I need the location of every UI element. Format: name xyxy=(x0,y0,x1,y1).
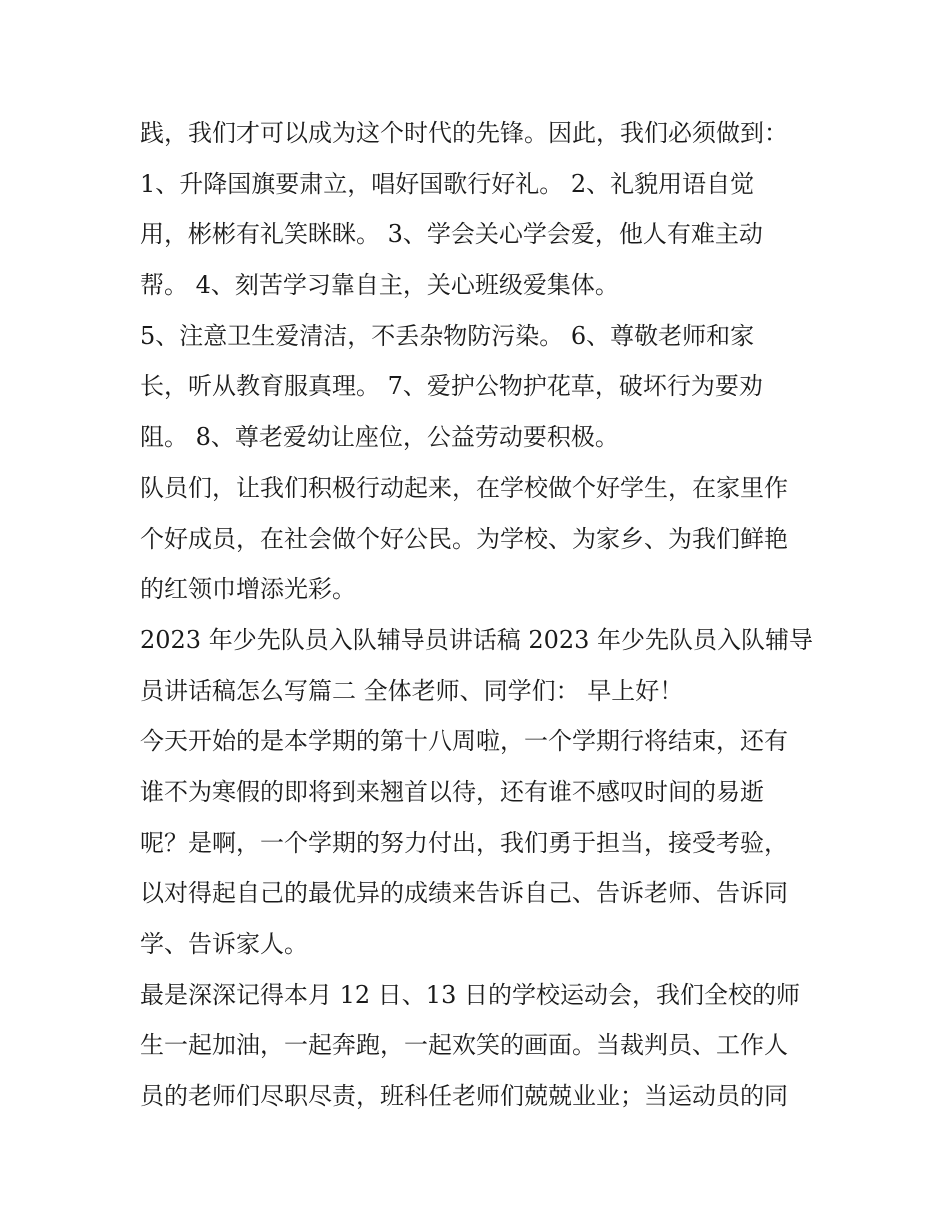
text-line: 帮。 4、刻苦学习靠自主，关心班级爱集体。 xyxy=(140,271,619,300)
text-line: 生一起加油，一起奔跑，一起欢笑的画面。当裁判员、工作人 xyxy=(140,1031,788,1060)
text-line: 践，我们才可以成为这个时代的先锋。因此，我们必须做到： xyxy=(140,119,788,147)
text-line: 用，彬彬有礼笑眯眯。 3、学会关心学会爱，他人有难主动 xyxy=(140,220,763,249)
text-line: 呢？是啊，一个学期的努力付出，我们勇于担当，接受考验， xyxy=(140,828,788,857)
text-line: 长，听从教育服真理。 7、爱护公物护花草，破坏行为要劝 xyxy=(140,372,763,401)
text-line: 2023 年少先队员入队辅导员讲话稿 2023 年少先队员入队辅导 xyxy=(140,625,814,654)
text-line: 1、升降国旗要肃立，唱好国歌行好礼。 2、礼貌用语自觉 xyxy=(140,169,755,198)
text-line: 阻。 8、尊老爱幼让座位，公益劳动要积极。 xyxy=(140,423,619,452)
text-line: 以对得起自己的最优异的成绩来告诉自己、告诉老师、告诉同 xyxy=(140,879,788,908)
text-line: 员的老师们尽职尽责，班科任老师们兢兢业业；当运动员的同 xyxy=(140,1082,788,1111)
text-line: 个好成员，在社会做个好公民。为学校、为家乡、为我们鲜艳 xyxy=(140,524,788,553)
text-line: 最是深深记得本月 12 日、13 日的学校运动会，我们全校的师 xyxy=(140,980,800,1009)
body-text xyxy=(140,108,820,1122)
text-line: 员讲话稿怎么写篇二 全体老师、同学们： 早上好！ xyxy=(140,676,684,705)
text-line: 的红领巾增添光彩。 xyxy=(140,575,356,604)
text-line: 谁不为寒假的即将到来翘首以待，还有谁不感叹时间的易逝 xyxy=(140,777,764,806)
text-line: 5、注意卫生爱清洁，不丢杂物防污染。 6、尊敬老师和家 xyxy=(140,321,755,350)
text-line: 队员们，让我们积极行动起来，在学校做个好学生，在家里作 xyxy=(140,473,788,502)
text-line: 今天开始的是本学期的第十八周啦，一个学期行将结束，还有 xyxy=(140,727,788,756)
text-line: 学、告诉家人。 xyxy=(140,930,308,958)
